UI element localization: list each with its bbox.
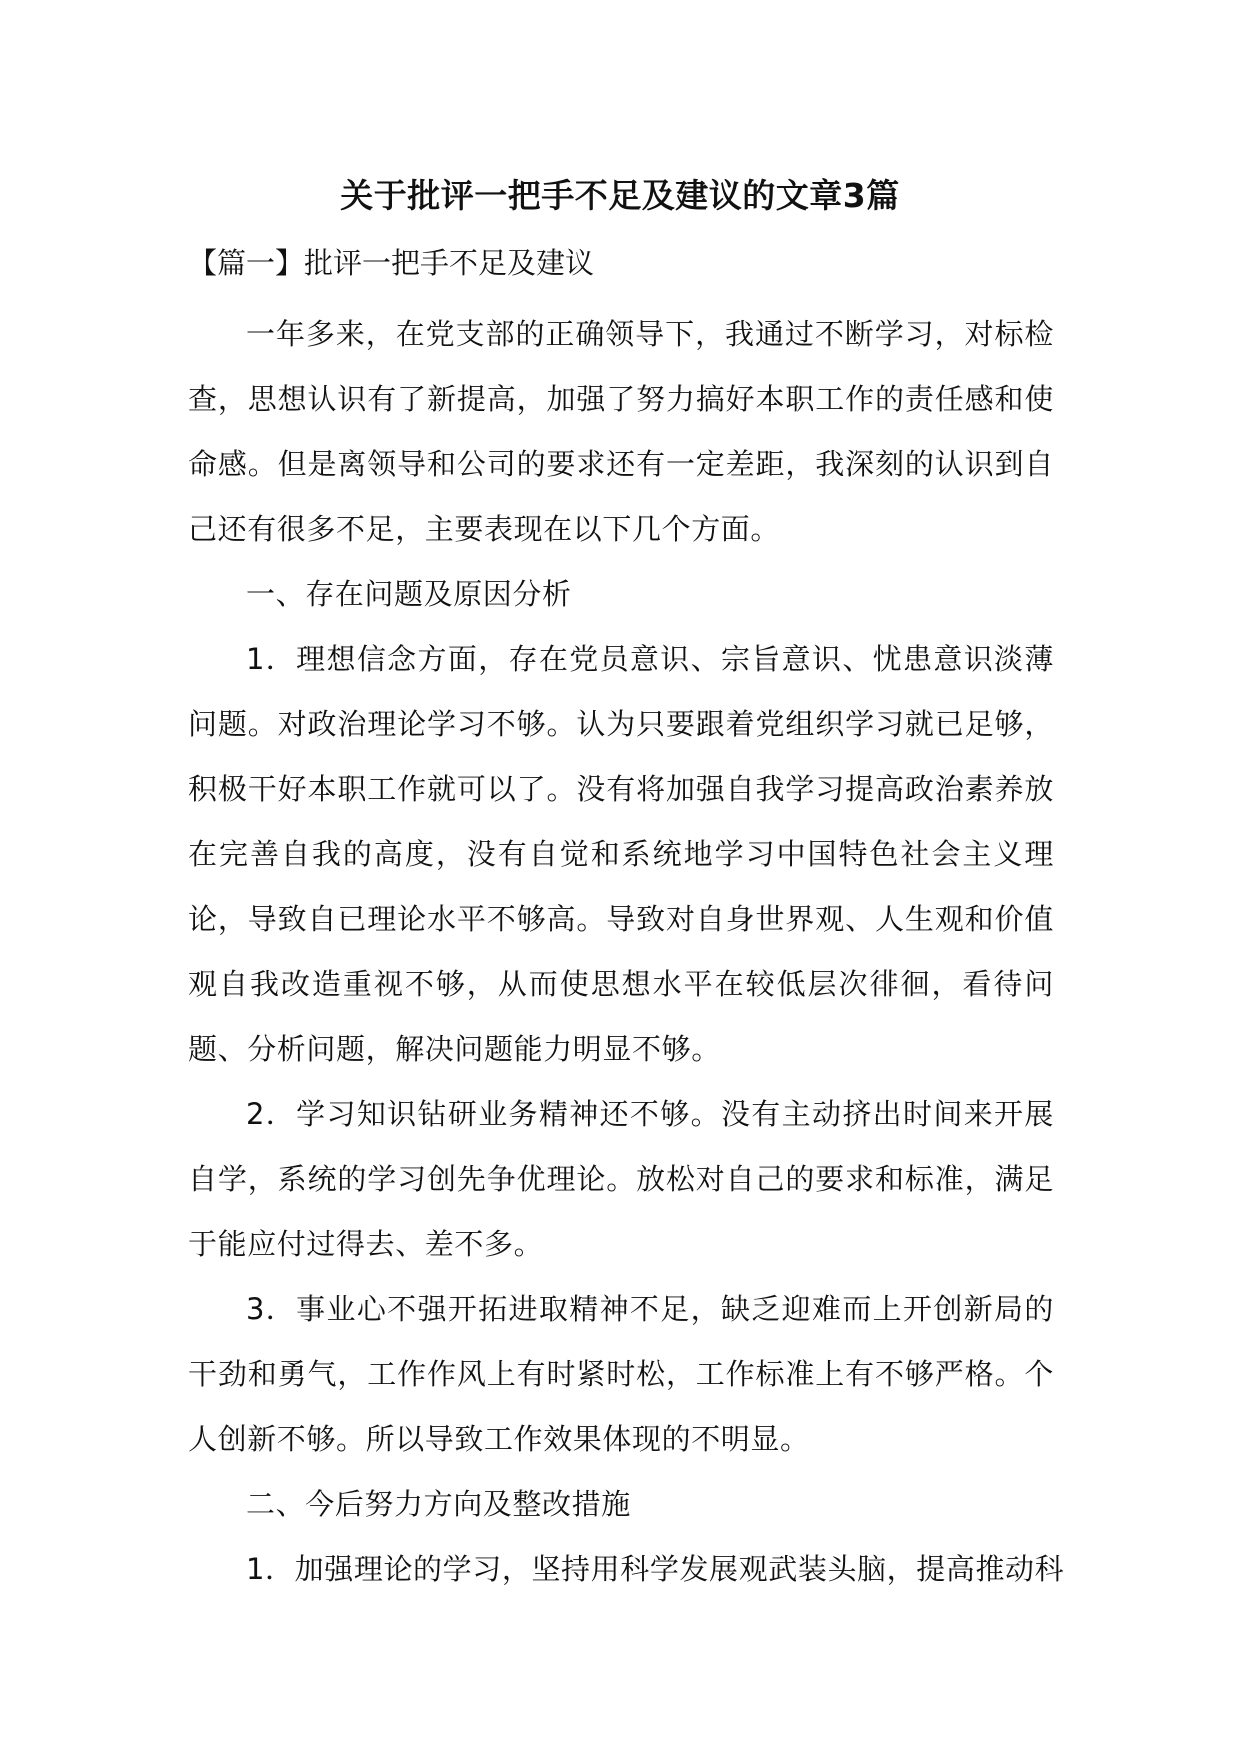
intro-paragraph: 一年多来，在党支部的正确领导下，我通过不断学习，对标检查，思想认识有了新提高，加强了努力搞好本职工作的责任感和使命感。但是离领导和公司的要求还有一定差距，我深刻的认识到自己还有很多不足，主要表现在以下几个方面。 [188,317,1054,546]
paragraph-item-1-ideals: 1．理想信念方面，存在党员意识、宗旨意识、忧患意识淡薄问题。对政治理论学习不够。认为只要跟着党组织学习就已足够，积极干好本职工作就可以了。没有将加强自我学习提高政治素养放在完善自我的高度，没有自觉和系统地学习中国特色社会主义理论，导致自已理论水平不够高。导致对自身世界观、人生观和价值观自我改造重视不够，从而使思想水平在较低层次徘徊，看待问题、分析问题，解决问题能力明显不够。 [188,642,1054,1066]
paragraph-measure-1: 1．加强理论的学习，坚持用科学发展观武装头脑，提高推动科 [246,1552,1065,1586]
paragraph-item-3-career: 3．事业心不强开拓进取精神不足，缺乏迎难而上开创新局的干劲和勇气，工作作风上有时紧时松，工作标准上有不够严格。个人创新不够。所以导致工作效果体现的不明显。 [188,1292,1054,1456]
document-title: 关于批评一把手不足及建议的文章3篇 [340,176,900,215]
paragraph-item-2-study: 2．学习知识钻研业务精神还不够。没有主动挤出时间来开展自学，系统的学习创先争优理论。放松对自己的要求和标准，满足于能应付过得去、差不多。 [188,1097,1054,1261]
document-body [188,238,1065,1602]
heading-rectification-measures: 二、今后努力方向及整改措施 [246,1487,631,1521]
section-heading: 【篇一】批评一把手不足及建议 [188,246,595,280]
heading-problems-analysis: 一、存在问题及原因分析 [246,577,572,611]
